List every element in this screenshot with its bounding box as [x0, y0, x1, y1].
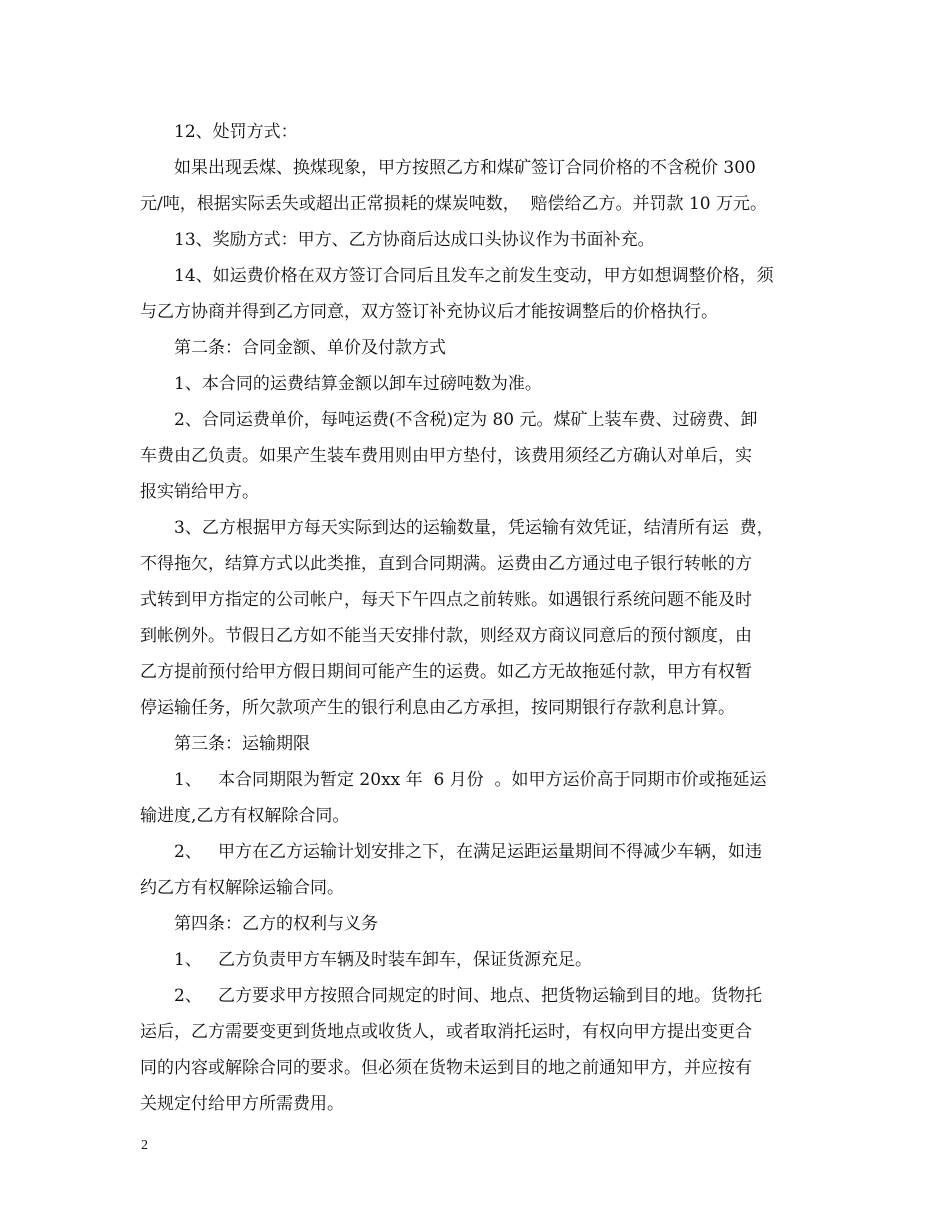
paragraph-line: 3、乙方根据甲方每天实际到达的运输数量，凭运输有效凭证，结清所有运 费，: [174, 518, 774, 538]
paragraph-line: 14、如运费价格在双方签订合同后且发车之前发生变动，甲方如想调整价格，须: [174, 266, 774, 286]
paragraph-line: 不得拖欠，结算方式以此类推，直到合同期满。运费由乙方通过电子银行转帐的方: [140, 554, 752, 574]
paragraph-line: 13、奖励方式：甲方、乙方协商后达成口头协议作为书面补充。: [174, 230, 655, 250]
paragraph-line: 1、 乙方负责甲方车辆及时装车卸车，保证货源充足。: [174, 950, 593, 970]
paragraph-line: 1、 本合同期限为暂定 20xx 年 6 月份 。如甲方运价高于同期市价或拖延运: [174, 770, 767, 790]
paragraph-line: 停运输任务，所欠款项产生的银行利息由乙方承担，按同期银行存款利息计算。: [140, 698, 735, 718]
paragraph-line: 车费由乙负责。如果产生装车费用则由甲方垫付，该费用须经乙方确认对单后，实: [140, 446, 752, 466]
paragraph-line: 约乙方有权解除运输合同。: [140, 878, 344, 898]
paragraph-line: 式转到甲方指定的公司帐户，每天下午四点之前转账。如遇银行系统问题不能及时: [140, 590, 752, 610]
paragraph-line: 2、 乙方要求甲方按照合同规定的时间、地点、把货物运输到目的地。货物托: [174, 986, 763, 1006]
paragraph-line: 同的内容或解除合同的要求。但必须在货物未运到目的地之前通知甲方，并应按有: [140, 1058, 752, 1078]
paragraph-line: 到帐例外。节假日乙方如不能当天安排付款，则经双方商议同意后的预付额度，由: [140, 626, 752, 646]
page-number: 2: [141, 1138, 148, 1153]
document-body: [140, 114, 812, 1122]
paragraph-line: 元/吨，根据实际丢失或超出正常损耗的煤炭吨数， 赔偿给乙方。并罚款 10 万元。: [140, 194, 767, 214]
paragraph-line: 乙方提前预付给甲方假日期间可能产生的运费。如乙方无故拖延付款，甲方有权暂: [140, 662, 752, 682]
paragraph-line: 如果出现丢煤、换煤现象，甲方按照乙方和煤矿签订合同价格的不含税价 300: [174, 158, 756, 178]
paragraph-line: 输进度,乙方有权解除合同。: [140, 806, 350, 826]
section-heading: 第三条：运输期限: [174, 734, 310, 754]
paragraph-line: 与乙方协商并得到乙方同意，双方签订补充协议后才能按调整后的价格执行。: [140, 302, 718, 322]
paragraph-line: 运后，乙方需要变更到货地点或收货人，或者取消托运时，有权向甲方提出变更合: [140, 1022, 752, 1042]
paragraph-line: 报实销给甲方。: [140, 482, 259, 502]
section-heading: 12、处罚方式：: [174, 122, 298, 142]
paragraph-line: 2、合同运费单价，每吨运费(不含税)定为 80 元。煤矿上装车费、过磅费、卸: [174, 410, 758, 430]
paragraph-line: 1、本合同的运费结算金额以卸车过磅吨数为准。: [174, 374, 542, 394]
section-heading: 第四条：乙方的权利与义务: [174, 914, 378, 934]
paragraph-line: 2、 甲方在乙方运输计划安排之下，在满足运距运量期间不得减少车辆，如违: [174, 842, 763, 862]
section-heading: 第二条：合同金额、单价及付款方式: [174, 338, 446, 358]
paragraph-line: 关规定付给甲方所需费用。: [140, 1094, 344, 1114]
